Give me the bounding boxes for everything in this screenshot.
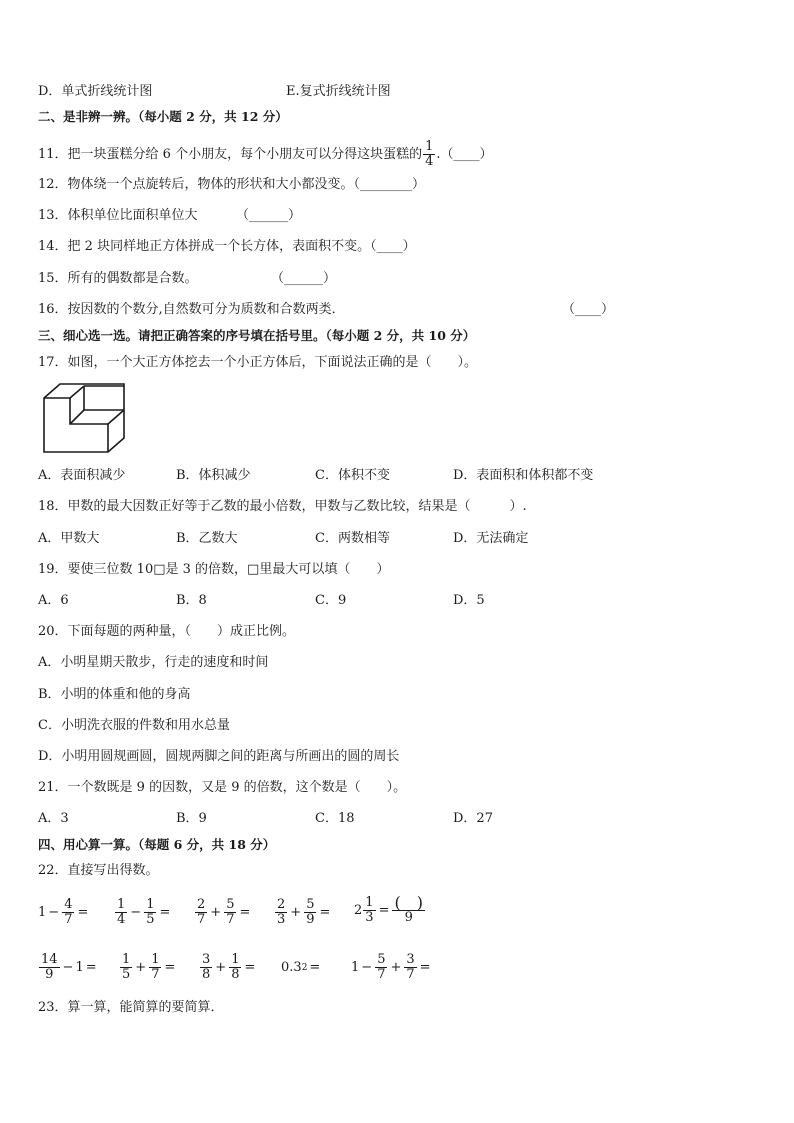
section4-title: 四、用心算一算。（每题 6 分，共 18 分） — [38, 837, 276, 852]
q20-option-d: D．小明用圆规画圆，圆规两脚之间的距离与所画出的圆的周长 — [38, 749, 400, 764]
q19-option-c: C．9 — [315, 593, 347, 608]
q11-blank: .（____） — [436, 147, 493, 162]
q19-option-a: A．6 — [38, 593, 69, 608]
question-12: 12．物体绕一个点旋转后，物体的形状和大小都没变。（________） — [38, 177, 426, 192]
q18-option-d: D．无法确定 — [453, 531, 529, 546]
q15-answer-blank: （______） — [271, 271, 337, 286]
option-d-single-line-chart: D．单式折线统计图 — [38, 84, 153, 99]
question-11 — [38, 140, 493, 169]
question-20: 20．下面每题的两种量，（ ）成正比例。 — [38, 624, 296, 639]
question-19: 19．要使三位数 10□是 3 的倍数，□里最大可以填（ ） — [38, 562, 390, 577]
q11-text: 11．把一块蛋糕分给 6 个小朋友，每个小朋友可以分得这块蛋糕的 — [38, 147, 423, 162]
question-17: 17．如图，一个大正方体挖去一个小正方体后，下面说法正确的是（ ）。 — [38, 355, 478, 370]
expr-5: 2 $\frac{1}{3}$ = $\frac{( )}{9}$ — [354, 893, 423, 925]
q21-option-d: D．27 — [453, 811, 493, 826]
q18-option-b: B．乙数大 — [176, 531, 238, 546]
q16-answer-blank: （____） — [562, 302, 615, 317]
question-16: 16．按因数的个数分,自然数可分为质数和合数两类． — [38, 302, 345, 317]
question-14: 14．把 2 块同样地正方体拼成一个长方体，表面积不变。（____） — [38, 239, 416, 254]
expr-9: 0.3 2 = — [281, 960, 321, 975]
expr-6: $\frac{14}{9}$ − 1 = — [41, 952, 97, 982]
q19-option-b: B．8 — [176, 593, 207, 608]
cube-with-cutout-figure — [40, 380, 130, 456]
q20-option-a: A．小明星期天散步，行走的速度和时间 — [38, 655, 269, 670]
q17-option-b: B．体积减少 — [176, 468, 251, 483]
expr-4: $\frac{2}{3}$ + $\frac{5}{9}$ = — [277, 897, 331, 927]
expr-7: $\frac{1}{5}$ + $\frac{1}{7}$ = — [122, 952, 176, 982]
q20-option-c: C．小明洗衣服的件数和用水总量 — [38, 718, 230, 733]
expr-2: $\frac{1}{4}$ − $\frac{1}{5}$ = — [117, 897, 171, 927]
question-21: 21．一个数既是 9 的因数，又是 9 的倍数，这个数是（ ）。 — [38, 780, 407, 795]
q20-option-b: B．小明的体重和他的身高 — [38, 687, 191, 702]
expr-1: 1 − $\frac{4}{7}$ = — [38, 897, 89, 927]
expr-10: 1 − $\frac{5}{7}$ + $\frac{3}{7}$ = — [351, 952, 431, 982]
q13-answer-blank: （______） — [236, 208, 302, 223]
q17-option-d: D．表面积和体积都不变 — [453, 468, 594, 483]
expr-8: $\frac{3}{8}$ + $\frac{1}{8}$ = — [202, 952, 256, 982]
q17-option-c: C．体积不变 — [315, 468, 390, 483]
q21-option-b: B．9 — [176, 811, 207, 826]
question-13: 13．体积单位比面积单位大 — [38, 208, 198, 223]
q21-option-a: A．3 — [38, 811, 69, 826]
section3-title: 三、细心选一选。请把正确答案的序号填在括号里。（每小题 2 分，共 10 分） — [38, 328, 476, 343]
option-e-compound-line-chart: E.复式折线统计图 — [286, 84, 391, 99]
fraction-one-quarter: $\frac{1}{4}$ — [425, 139, 434, 169]
question-23: 23．算一算，能简算的要简算． — [38, 1000, 224, 1015]
section2-title: 二、是非辨一辨。（每小题 2 分，共 12 分） — [38, 109, 288, 124]
question-15: 15．所有的偶数都是合数。 — [38, 271, 198, 286]
question-18: 18．甲数的最大因数正好等于乙数的最小倍数，甲数与乙数比较，结果是（ ）. — [38, 499, 527, 514]
q17-option-a: A．表面积减少 — [38, 468, 126, 483]
q18-option-a: A．甲数大 — [38, 531, 100, 546]
q21-option-c: C．18 — [315, 811, 355, 826]
q19-option-d: D．5 — [453, 593, 485, 608]
q18-option-c: C．两数相等 — [315, 531, 390, 546]
expr-3: $\frac{2}{7}$ + $\frac{5}{7}$ = — [197, 897, 251, 927]
question-22: 22．直接写出得数。 — [38, 863, 159, 878]
